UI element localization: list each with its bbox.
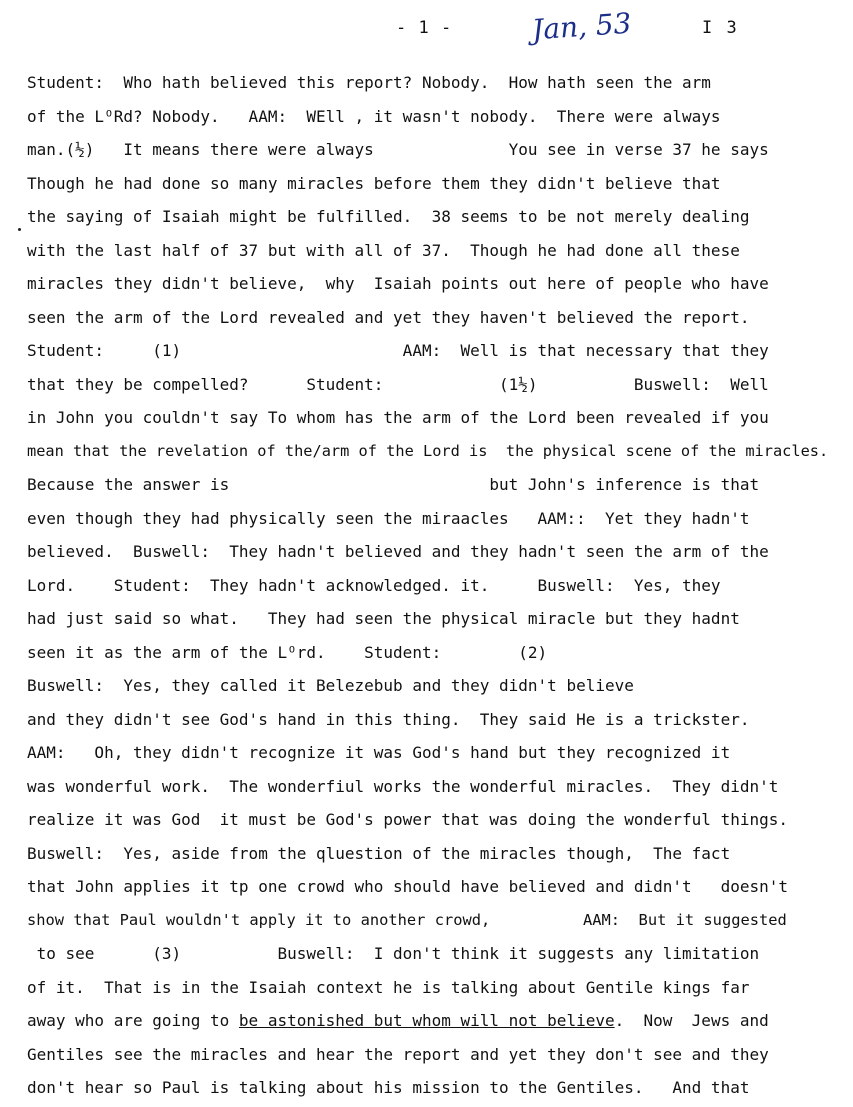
document-reference: I 3 — [702, 18, 739, 38]
transcript-line: in John you couldn't say To whom has the arm of the Lord been revealed if you — [27, 408, 769, 427]
transcript-line: with the last half of 37 but with all of 37. Though he had done all these — [27, 240, 740, 260]
transcript-line: Though he had done so many miracles before them they didn't believe that — [27, 173, 721, 193]
transcript-line: that they be compelled? Student: (1½) Buswell: Well — [27, 374, 769, 394]
transcript-line: believed. Buswell: They hadn't believed and they hadn't seen the arm of the — [27, 542, 769, 561]
line-text: away who are going to — [27, 1011, 239, 1030]
transcript-line: miracles they didn't believe, why Isaiah points out here of people who have — [27, 274, 769, 293]
transcript-line: Buswell: Yes, they called it Belezebub and they didn't believe — [27, 676, 634, 695]
underlined-phrase: be astonished but whom will not believe — [238, 1011, 615, 1030]
handwritten-date: Jan, 53 — [530, 6, 633, 47]
transcript-line-underlined — [27, 1004, 847, 1038]
transcript-line: even though they had physically seen the miraacles AAM:: Yet they hadn't — [27, 508, 750, 528]
transcript-line: had just said so what. They had seen the physical miracle but they hadnt — [27, 609, 740, 628]
transcript-line: and they didn't see God's hand in this thing. They said He is a trickster. — [27, 709, 750, 729]
transcript-line: of it. That is in the Isaiah context he is talking about Gentile kings far — [27, 977, 750, 997]
transcript-line: Buswell: Yes, aside from the qluestion of the miracles though, The fact — [27, 843, 731, 863]
transcript-line: Gentiles see the miracles and hear the report and yet they don't see and they — [27, 1044, 769, 1064]
transcript-line: seen it as the arm of the Lᴼrd. Student: (2) — [27, 642, 548, 662]
page-number: - 1 - — [396, 18, 453, 38]
transcript-line: the saying of Isaiah might be fulfilled. 38 seems to be not merely dealing — [27, 207, 750, 226]
transcript-line: realize it was God it must be God's power that was doing the wonderful things. — [27, 810, 788, 829]
transcript-line: Lord. Student: They hadn't acknowledged. it. Buswell: Yes, they — [27, 575, 721, 595]
transcript-line: that John applies it tp one crowd who should have believed and didn't doesn't — [27, 877, 788, 896]
transcript-line: of the LᴼRd? Nobody. AAM: WEll , it wasn't nobody. There were always — [27, 106, 721, 126]
transcript-line: was wonderful work. The wonderfiul works the wonderful miracles. They didn't — [27, 776, 779, 796]
transcript-line: Student: (1) AAM: Well is that necessary that they — [27, 341, 769, 360]
transcript-line: to see (3) Buswell: I don't think it suggests any limitation — [27, 944, 760, 963]
transcript-line: man.(½) It means there were always You see in verse 37 he says — [27, 140, 769, 159]
transcript-line: seen the arm of the Lord revealed and yet they haven't believed the report. — [27, 307, 750, 327]
transcript-line: AAM: Oh, they didn't recognize it was God's hand but they recognized it — [27, 743, 731, 762]
margin-mark — [18, 228, 21, 231]
transcript-line: show that Paul wouldn't apply it to another crowd, AAM: But it suggested — [27, 910, 787, 929]
transcript-line: Because the answer is but John's inference is that — [27, 475, 760, 494]
line-text: . Now Jews and — [614, 1011, 769, 1030]
transcript-body — [27, 66, 847, 1105]
transcript-line: mean that the revelation of the/arm of the Lord is the physical scene of the miracles. — [27, 441, 829, 460]
transcript-line: don't hear so Paul is talking about his mission to the Gentiles. And that — [27, 1078, 750, 1097]
transcript-line: Student: Who hath believed this report? Nobody. How hath seen the arm — [27, 73, 711, 92]
